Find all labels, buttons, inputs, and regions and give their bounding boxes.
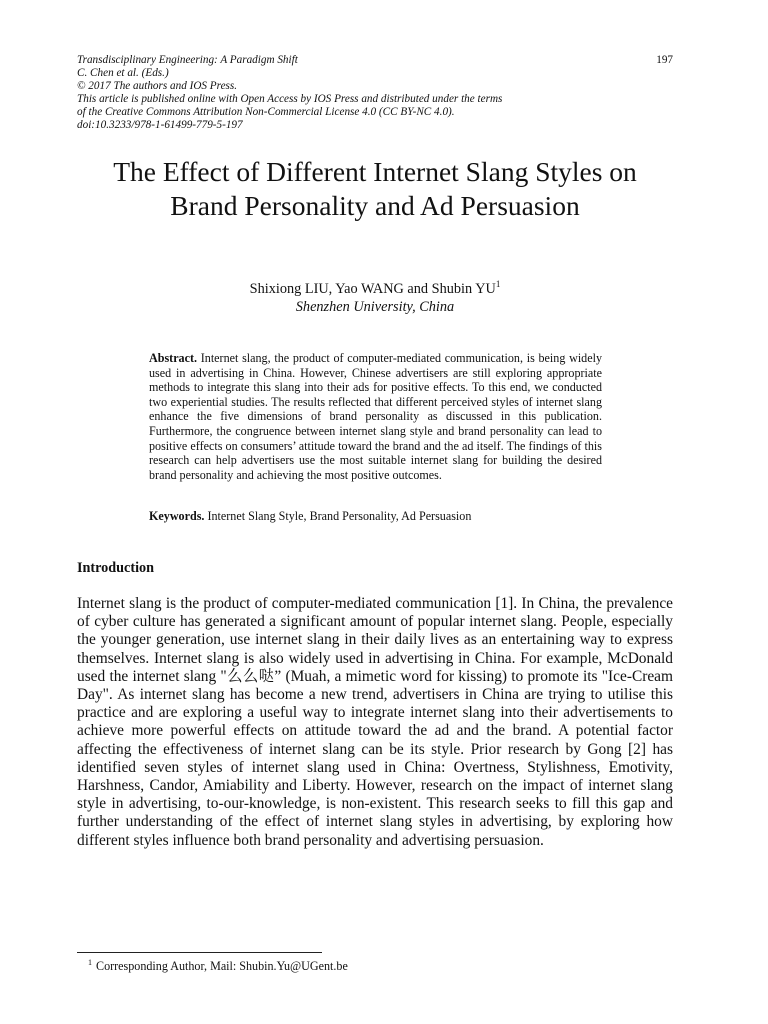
keywords-text: Internet Slang Style, Brand Personality, Ad Persuasion <box>207 509 472 523</box>
section-heading-introduction: Introduction <box>77 560 154 576</box>
running-head <box>77 54 673 132</box>
abstract-label: Abstract. <box>149 351 198 365</box>
footnote-text: Corresponding Author, Mail: Shubin.Yu@UGent.be <box>96 959 348 973</box>
running-head-line: © 2017 The authors and IOS Press. <box>77 80 238 92</box>
running-head-line: C. Chen et al. (Eds.) <box>77 67 169 79</box>
running-head-line: doi:10.3233/978-1-61499-779-5-197 <box>77 119 243 131</box>
footnote <box>88 959 673 973</box>
footnote-mark: 1 <box>88 957 92 967</box>
abstract <box>149 351 602 482</box>
keywords <box>149 509 602 524</box>
running-head-line: of the Creative Commons Attribution Non-Commercial License 4.0 (CC BY-NC 4.0). <box>77 106 455 118</box>
footnote-divider <box>77 952 322 953</box>
running-head-line: Transdisciplinary Engineering: A Paradigm Shift <box>77 54 298 66</box>
abstract-text: Internet slang, the product of computer-mediated communication, is being widely used in advertising in China. However, Chinese advertisers are still exploring appropriate methods to integrate this slang into their ads for positive effects. To this end, we conducted two experiential studies. The results reflected that different perceived styles of internet slang enhance the five dimensions of brand personality as discussed in this publication. Furthermore, the congruence between internet slang style and brand personality can lead to positive effects on consumers’ attitude toward the brand and the ad itself. The findings of this research can help advertisers use the most suitable internet slang for building the desired brand personality and achieving the most positive outcomes. <box>149 351 602 482</box>
author-line <box>77 281 673 298</box>
keywords-label: Keywords. <box>149 509 205 523</box>
author-names: Shixiong LIU, Yao WANG and Shubin YU <box>249 281 496 297</box>
author-footnote-mark: 1 <box>495 279 501 290</box>
paper-title: The Effect of Different Internet Slang Styles on Brand Personality and Ad Persuasion <box>113 156 637 221</box>
running-head-line: This article is published online with Open Access by IOS Press and distributed under the terms <box>77 93 503 105</box>
introduction-paragraph: Internet slang is the product of computer-mediated communication [1]. In China, the prevalence of cyber culture has generated a significant amount of popular internet slang. People, especially the younger generation, use internet slang in their daily lives as an entertaining way to express themselves. Internet slang is also widely used in advertising in China. For example, McDonald used the internet slang "么么哒” (Muah, a mimetic word for kissing) to promote its "Ice-Cream Day". As internet slang has become a new trend, advertisers in China are trying to utilise this practice and are exploring a useful way to integrate internet slang into their advertisements to achieve more powerful effects on attitude toward the ad and the brand. A potential factor affecting the effectiveness of internet slang can be its style. Prior research by Gong [2] has identified seven styles of internet slang used in China: Overtness, Stylishness, Emotivity, Harshness, Candor, Amiability and Liberty. However, research on the impact of internet slang style in advertising, to-our-knowledge, is non-existent. This research seeks to fill this gap and further understanding of the effect of internet slang styles in advertising, by exploring how different styles influence both brand personality and advertising persuasion. <box>77 595 673 849</box>
page-number: 197 <box>656 54 673 66</box>
affiliation: Shenzhen University, China <box>295 299 455 315</box>
